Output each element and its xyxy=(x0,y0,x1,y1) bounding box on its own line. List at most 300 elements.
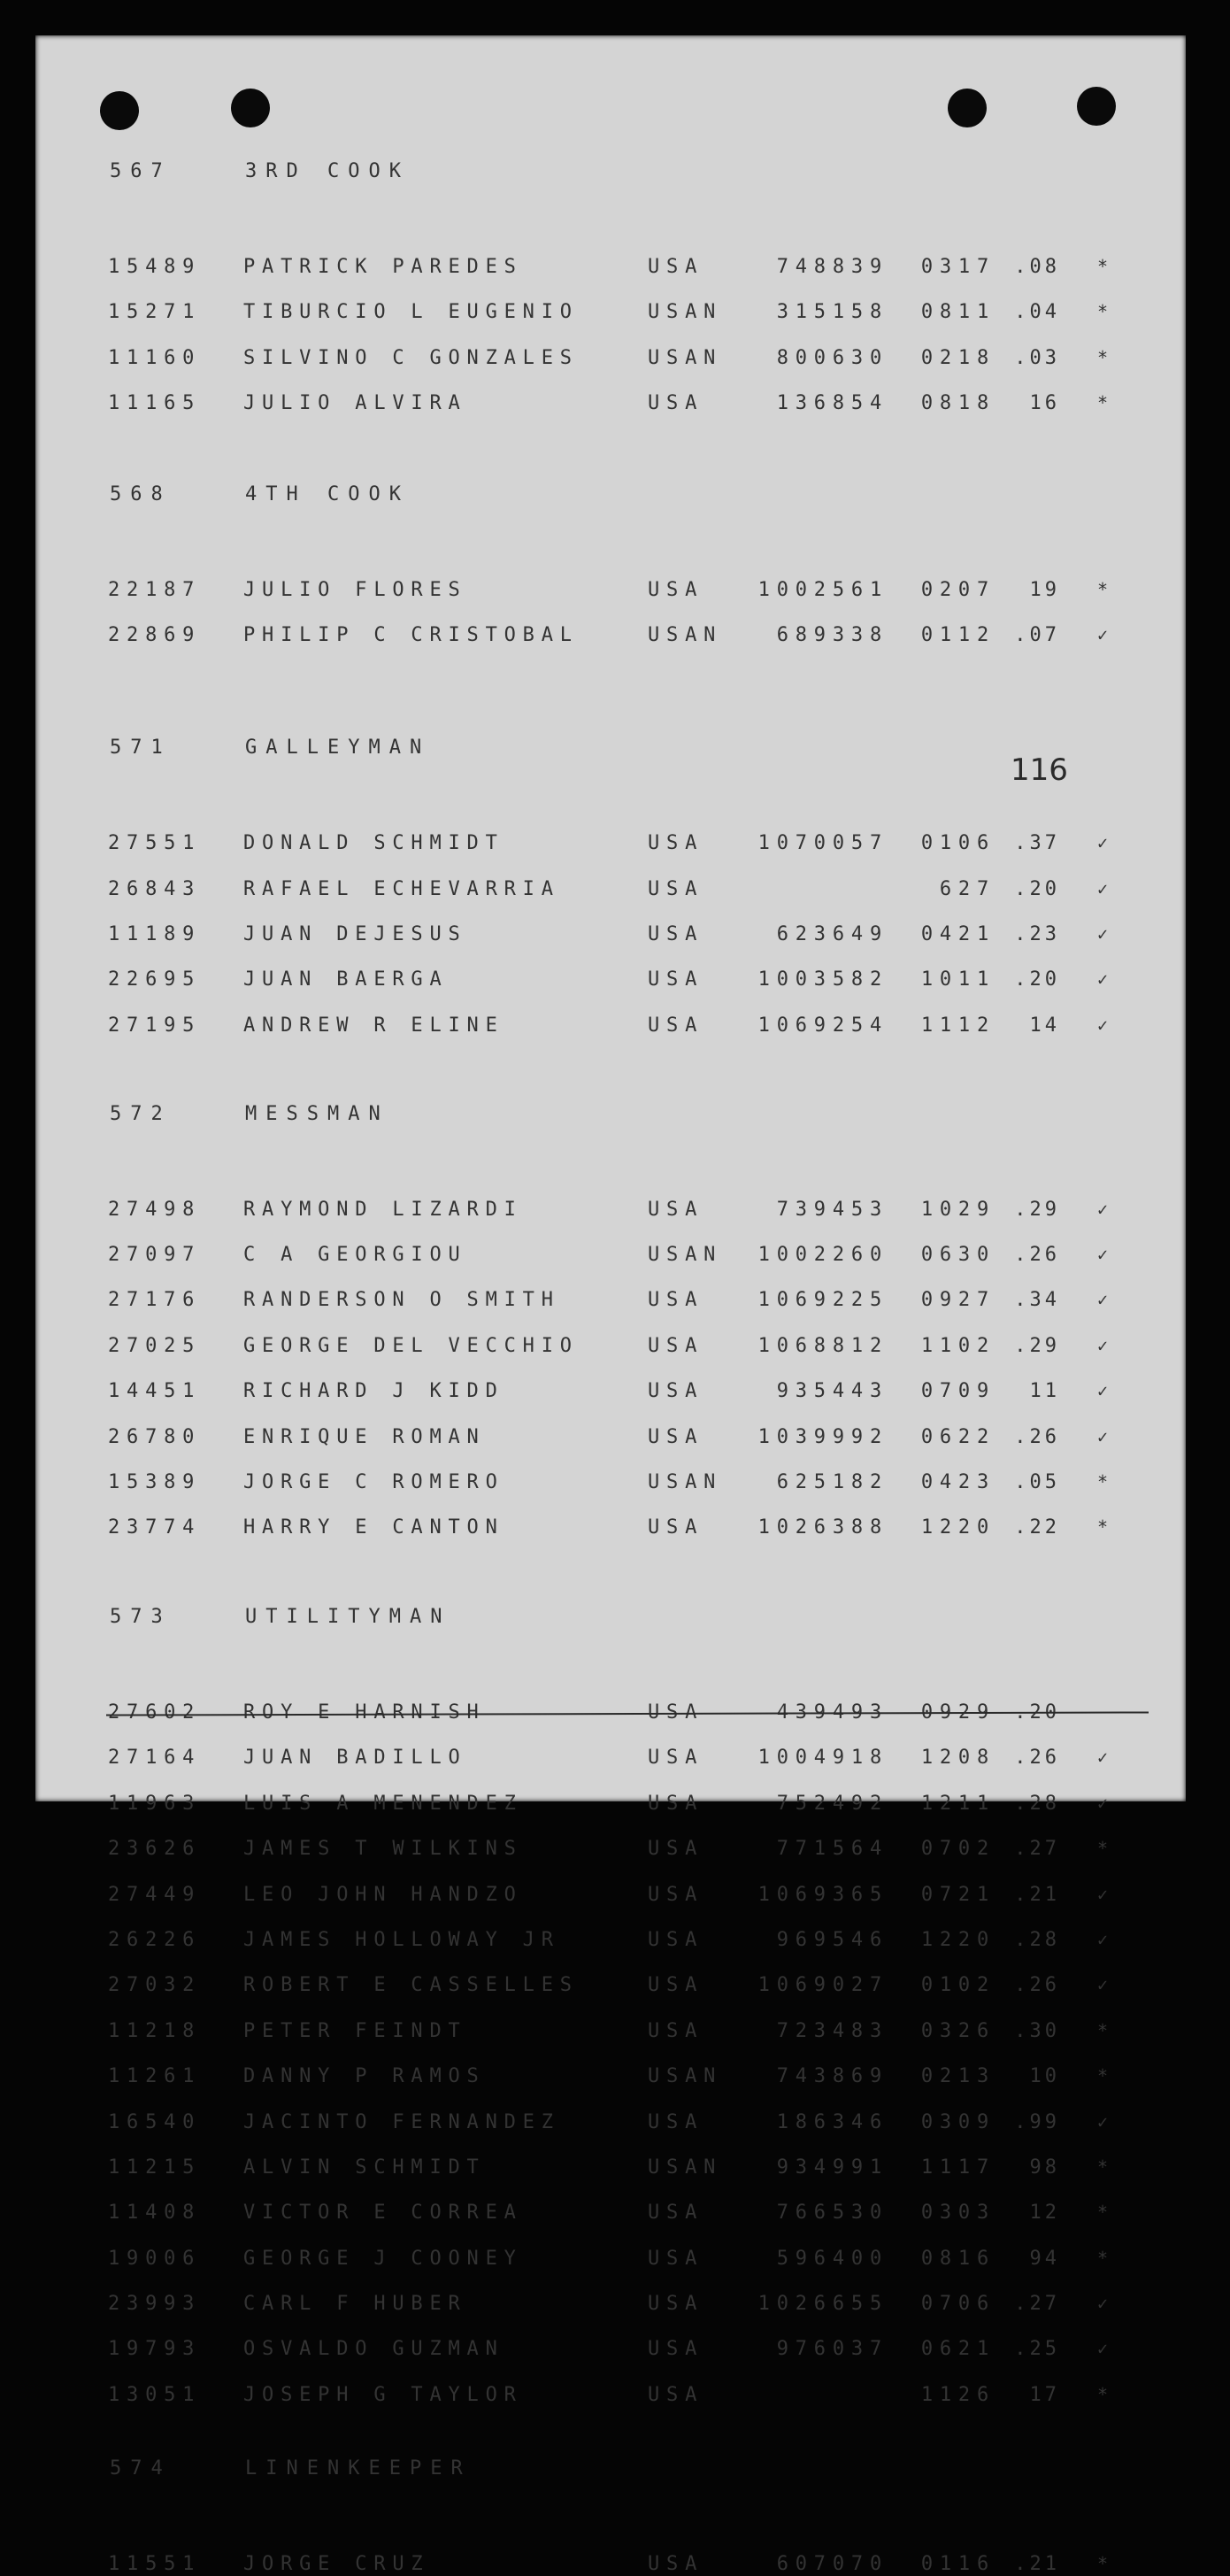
crew-nationality: USAN xyxy=(648,1470,723,1493)
crew-number: 607070 xyxy=(776,2553,888,2576)
asterisk-mark: * xyxy=(1097,392,1115,414)
asterisk-mark: * xyxy=(1097,2383,1115,2405)
crew-name: JACINTO FERNANDEZ xyxy=(243,2110,560,2133)
crew-number: 739453 xyxy=(776,1198,888,1221)
asterisk-mark: * xyxy=(1097,2247,1115,2269)
crew-number: 689338 xyxy=(776,624,888,647)
crew-id: 11218 xyxy=(108,2019,202,2042)
crew-rate: 19 xyxy=(1029,578,1060,601)
crew-number: 596400 xyxy=(776,2247,888,2270)
section-header xyxy=(35,483,1186,510)
crew-name: ALVIN SCHMIDT xyxy=(243,2156,486,2179)
crew-rate: .37 xyxy=(1014,832,1060,855)
section-header xyxy=(35,2457,1186,2484)
crew-id: 14451 xyxy=(108,1380,202,1403)
crew-nationality: USA xyxy=(648,877,704,900)
crew-nationality: USA xyxy=(648,1974,704,1997)
crew-number: 752492 xyxy=(776,1792,888,1815)
crew-row xyxy=(35,1380,1186,1403)
crew-number: 1002260 xyxy=(757,1243,888,1266)
crew-id: 27449 xyxy=(108,1883,202,1906)
crew-name: GEORGE J COONEY xyxy=(243,2247,523,2270)
crew-nationality: USA xyxy=(648,256,704,278)
section-header xyxy=(35,1103,1186,1130)
crew-name: LEO JOHN HANDZO xyxy=(243,1883,523,1906)
crew-id: 13051 xyxy=(108,2383,202,2406)
check-mark-icon: ✓ xyxy=(1097,1792,1115,1814)
crew-row xyxy=(35,923,1186,946)
crew-number: 800630 xyxy=(776,346,888,369)
check-mark-icon: ✓ xyxy=(1097,1425,1115,1447)
crew-date: 1220 xyxy=(920,1929,996,1951)
crew-nationality: USA xyxy=(648,1838,704,1861)
crew-name: ROY E HARNISH xyxy=(243,1701,486,1724)
crew-rate: .05 xyxy=(1014,1470,1060,1493)
crew-rate: .29 xyxy=(1014,1334,1060,1357)
crew-nationality: USA xyxy=(648,1701,704,1724)
crew-row xyxy=(35,968,1186,991)
crew-id: 11408 xyxy=(108,2202,202,2225)
section-header xyxy=(35,737,1186,763)
crew-date: 0423 xyxy=(920,1470,996,1493)
section-code: 567 xyxy=(110,160,172,182)
check-mark-icon: ✓ xyxy=(1097,1243,1115,1265)
crew-id: 22695 xyxy=(108,968,202,991)
crew-date: 1102 xyxy=(920,1334,996,1357)
crew-rate: 14 xyxy=(1029,1014,1060,1037)
crew-row xyxy=(35,2065,1186,2088)
crew-rate: .23 xyxy=(1014,922,1060,945)
check-mark-icon: ✓ xyxy=(1097,1380,1115,1402)
crew-rate: .26 xyxy=(1014,1747,1060,1770)
crew-nationality: USA xyxy=(648,1198,704,1221)
section-code: 574 xyxy=(110,2457,172,2480)
crew-nationality: USA xyxy=(648,1380,704,1403)
crew-id: 11551 xyxy=(108,2553,202,2576)
crew-date: 0702 xyxy=(920,1838,996,1861)
crew-rate: .30 xyxy=(1014,2019,1060,2042)
crew-date: 0218 xyxy=(920,346,996,369)
crew-number: 766530 xyxy=(776,2202,888,2225)
crew-nationality: USAN xyxy=(648,2156,723,2179)
crew-rate: .27 xyxy=(1014,1838,1060,1861)
crew-date: 0116 xyxy=(920,2553,996,2576)
crew-row xyxy=(35,347,1186,370)
crew-nationality: USA xyxy=(648,2247,704,2270)
crew-id: 26780 xyxy=(108,1425,202,1448)
crew-date: 0706 xyxy=(920,2293,996,2316)
crew-rate: 98 xyxy=(1029,2156,1060,2179)
crew-rate: .34 xyxy=(1014,1289,1060,1312)
crew-number: 976037 xyxy=(776,2338,888,2361)
check-mark-icon: ✓ xyxy=(1097,624,1115,646)
crew-list xyxy=(35,35,1186,2576)
crew-nationality: USA xyxy=(648,2019,704,2042)
crew-nationality: USA xyxy=(648,1014,704,1037)
crew-name: ANDREW R ELINE xyxy=(243,1014,504,1037)
crew-date: 0811 xyxy=(920,301,996,324)
crew-nationality: USA xyxy=(648,1792,704,1815)
crew-nationality: USA xyxy=(648,1747,704,1770)
crew-name: JORGE CRUZ xyxy=(243,2553,430,2576)
crew-rate: 11 xyxy=(1029,1380,1060,1403)
crew-id: 11261 xyxy=(108,2065,202,2088)
crew-name: DONALD SCHMIDT xyxy=(243,832,504,855)
check-mark-icon: ✓ xyxy=(1097,1929,1115,1950)
crew-date: 0326 xyxy=(920,2019,996,2042)
crew-date: 627 xyxy=(939,877,996,900)
section-code: 571 xyxy=(110,737,172,760)
crew-rate: .04 xyxy=(1014,301,1060,324)
crew-date: 1112 xyxy=(920,1014,996,1037)
section-header xyxy=(35,160,1186,187)
crew-rate: .99 xyxy=(1014,2110,1060,2133)
crew-id: 11215 xyxy=(108,2156,202,2179)
crew-id: 27176 xyxy=(108,1289,202,1312)
crew-id: 27195 xyxy=(108,1014,202,1037)
crew-row xyxy=(35,1289,1186,1312)
crew-row xyxy=(35,2248,1186,2271)
crew-name: HARRY E CANTON xyxy=(243,1516,504,1539)
crew-date: 0818 xyxy=(920,392,996,415)
section-title: UTILITYMAN xyxy=(245,1606,451,1629)
crew-number: 1069225 xyxy=(757,1289,888,1312)
crew-row xyxy=(35,301,1186,324)
crew-rate: .07 xyxy=(1014,624,1060,647)
crew-row xyxy=(35,256,1186,279)
crew-row xyxy=(35,579,1186,602)
crew-number: 748839 xyxy=(776,256,888,278)
crew-number: 186346 xyxy=(776,2110,888,2133)
crew-id: 11160 xyxy=(108,346,202,369)
crew-number: 935443 xyxy=(776,1380,888,1403)
crew-date: 0622 xyxy=(920,1425,996,1448)
crew-date: 0106 xyxy=(920,832,996,855)
asterisk-mark: * xyxy=(1097,2156,1115,2178)
crew-nationality: USAN xyxy=(648,301,723,324)
crew-number: 1002561 xyxy=(757,578,888,601)
crew-nationality: USA xyxy=(648,1929,704,1951)
check-mark-icon: ✓ xyxy=(1097,1747,1115,1769)
crew-nationality: USAN xyxy=(648,1243,723,1266)
asterisk-mark: * xyxy=(1097,2019,1115,2041)
page-number: 116 xyxy=(1011,752,1068,788)
check-mark-icon: ✓ xyxy=(1097,832,1115,854)
crew-date: 0721 xyxy=(920,1883,996,1906)
crew-rate: 94 xyxy=(1029,2247,1060,2270)
crew-date: 0927 xyxy=(920,1289,996,1312)
crew-number: 1026655 xyxy=(757,2293,888,2316)
crew-date: 0317 xyxy=(920,256,996,278)
crew-rate: .29 xyxy=(1014,1198,1060,1221)
crew-number: 136854 xyxy=(776,392,888,415)
crew-date: 0207 xyxy=(920,578,996,601)
crew-id: 27032 xyxy=(108,1974,202,1997)
crew-date: 1211 xyxy=(920,1792,996,1815)
crew-name: TIBURCIO L EUGENIO xyxy=(243,301,579,324)
crew-date: 0213 xyxy=(920,2065,996,2088)
crew-name: JUAN DEJESUS xyxy=(243,922,467,945)
crew-rate: 12 xyxy=(1029,2202,1060,2225)
crew-rate: .22 xyxy=(1014,1516,1060,1539)
punch-hole xyxy=(1077,87,1116,126)
crew-name: SILVINO C GONZALES xyxy=(243,346,579,369)
crew-rate: .25 xyxy=(1014,2338,1060,2361)
crew-name: RANDERSON O SMITH xyxy=(243,1289,560,1312)
crew-date: 0630 xyxy=(920,1243,996,1266)
check-mark-icon: ✓ xyxy=(1097,968,1115,991)
crew-date: 1208 xyxy=(920,1747,996,1770)
crew-row xyxy=(35,1747,1186,1770)
crew-row xyxy=(35,1793,1186,1816)
section-code: 568 xyxy=(110,482,172,505)
crew-rate: .26 xyxy=(1014,1425,1060,1448)
crew-date: 0309 xyxy=(920,2110,996,2133)
section-title: MESSMAN xyxy=(245,1102,389,1125)
crew-rate: .20 xyxy=(1014,968,1060,991)
crew-name: JUAN BAERGA xyxy=(243,968,449,991)
crew-number: 1069027 xyxy=(757,1974,888,1997)
crew-row xyxy=(35,1974,1186,1997)
crew-nationality: USA xyxy=(648,1516,704,1539)
crew-name: LUIS A MENENDEZ xyxy=(243,1792,523,1815)
asterisk-mark: * xyxy=(1097,1838,1115,1860)
crew-id: 26226 xyxy=(108,1929,202,1951)
check-mark-icon: ✓ xyxy=(1097,2110,1115,2133)
section-title: 3RD COOK xyxy=(245,160,410,182)
crew-nationality: USA xyxy=(648,2293,704,2316)
crew-row xyxy=(35,832,1186,855)
crew-id: 15489 xyxy=(108,256,202,278)
crew-id: 15389 xyxy=(108,1470,202,1493)
crew-id: 23626 xyxy=(108,1838,202,1861)
punch-hole xyxy=(100,91,139,130)
crew-id: 19793 xyxy=(108,2338,202,2361)
crew-row xyxy=(35,2111,1186,2134)
crew-nationality: USA xyxy=(648,832,704,855)
crew-id: 22869 xyxy=(108,624,202,647)
document-page xyxy=(35,35,1186,2576)
crew-row xyxy=(35,1335,1186,1358)
crew-number: 623649 xyxy=(776,922,888,945)
crew-row xyxy=(35,1516,1186,1539)
crew-rate: .26 xyxy=(1014,1974,1060,1997)
punch-hole xyxy=(231,89,270,127)
crew-name: CARL F HUBER xyxy=(243,2293,467,2316)
section-title: LINENKEEPER xyxy=(245,2457,472,2480)
crew-number: 625182 xyxy=(776,1470,888,1493)
crew-id: 27025 xyxy=(108,1334,202,1357)
crew-name: RAYMOND LIZARDI xyxy=(243,1198,523,1221)
asterisk-mark: * xyxy=(1097,346,1115,368)
crew-row xyxy=(35,392,1186,415)
crew-rate: .20 xyxy=(1014,1701,1060,1724)
crew-name: OSVALDO GUZMAN xyxy=(243,2338,504,2361)
asterisk-mark: * xyxy=(1097,1470,1115,1492)
check-mark-icon: ✓ xyxy=(1097,1289,1115,1311)
crew-row xyxy=(35,2293,1186,2316)
crew-number: 723483 xyxy=(776,2019,888,2042)
crew-name: RAFAEL ECHEVARRIA xyxy=(243,877,560,900)
crew-number: 315158 xyxy=(776,301,888,324)
crew-date: 1011 xyxy=(920,968,996,991)
crew-number: 1026388 xyxy=(757,1516,888,1539)
check-mark-icon: ✓ xyxy=(1097,877,1115,899)
crew-number: 771564 xyxy=(776,1838,888,1861)
check-mark-icon: ✓ xyxy=(1097,1198,1115,1220)
crew-date: 1220 xyxy=(920,1516,996,1539)
crew-number: 1070057 xyxy=(757,832,888,855)
crew-id: 27097 xyxy=(108,1243,202,1266)
crew-name: JUAN BADILLO xyxy=(243,1747,467,1770)
asterisk-mark: * xyxy=(1097,256,1115,277)
crew-date: 0621 xyxy=(920,2338,996,2361)
crew-rate: .08 xyxy=(1014,256,1060,278)
crew-row xyxy=(35,1838,1186,1861)
crew-id: 27602 xyxy=(108,1701,202,1724)
crew-rate: .28 xyxy=(1014,1929,1060,1951)
crew-rate: 17 xyxy=(1029,2383,1060,2406)
check-mark-icon: ✓ xyxy=(1097,922,1115,945)
crew-date: 0112 xyxy=(920,624,996,647)
crew-date: 0709 xyxy=(920,1380,996,1403)
crew-rate: .20 xyxy=(1014,877,1060,900)
crew-rate: .27 xyxy=(1014,2293,1060,2316)
crew-name: PHILIP C CRISTOBAL xyxy=(243,624,579,647)
section-code: 573 xyxy=(110,1606,172,1629)
section-header xyxy=(35,1606,1186,1632)
crew-row xyxy=(35,1884,1186,1907)
crew-id: 11165 xyxy=(108,392,202,415)
crew-id: 22187 xyxy=(108,578,202,601)
crew-id: 19006 xyxy=(108,2247,202,2270)
check-mark-icon: ✓ xyxy=(1097,2338,1115,2360)
crew-date: 0102 xyxy=(920,1974,996,1997)
crew-id: 27164 xyxy=(108,1747,202,1770)
crew-rate: .21 xyxy=(1014,2553,1060,2576)
crew-name: GEORGE DEL VECCHIO xyxy=(243,1334,579,1357)
check-mark-icon: ✓ xyxy=(1097,2293,1115,2315)
crew-number: 439493 xyxy=(776,1701,888,1724)
crew-name: PATRICK PAREDES xyxy=(243,256,523,278)
crew-id: 26843 xyxy=(108,877,202,900)
crew-nationality: USAN xyxy=(648,346,723,369)
crew-nationality: USA xyxy=(648,392,704,415)
crew-date: 1126 xyxy=(920,2383,996,2406)
crew-id: 23993 xyxy=(108,2293,202,2316)
crew-rate: 10 xyxy=(1029,2065,1060,2088)
crew-number: 1068812 xyxy=(757,1334,888,1357)
section-title: GALLEYMAN xyxy=(245,737,431,760)
crew-date: 0816 xyxy=(920,2247,996,2270)
crew-name: ENRIQUE ROMAN xyxy=(243,1425,486,1448)
crew-nationality: USA xyxy=(648,922,704,945)
crew-row xyxy=(35,1701,1186,1724)
crew-id: 27551 xyxy=(108,832,202,855)
crew-nationality: USA xyxy=(648,2338,704,2361)
asterisk-mark: * xyxy=(1097,1516,1115,1539)
section-title: 4TH COOK xyxy=(245,482,410,505)
crew-name: JORGE C ROMERO xyxy=(243,1470,504,1493)
crew-name: JOSEPH G TAYLOR xyxy=(243,2383,523,2406)
crew-row xyxy=(35,878,1186,901)
section-code: 572 xyxy=(110,1102,172,1125)
crew-nationality: USA xyxy=(648,1883,704,1906)
crew-row xyxy=(35,1471,1186,1494)
crew-name: PETER FEINDT xyxy=(243,2019,467,2042)
crew-date: 0929 xyxy=(920,1701,996,1724)
crew-number: 1039992 xyxy=(757,1425,888,1448)
crew-date: 1029 xyxy=(920,1198,996,1221)
check-mark-icon: ✓ xyxy=(1097,1883,1115,1905)
asterisk-mark: * xyxy=(1097,578,1115,600)
crew-number: 1003582 xyxy=(757,968,888,991)
crew-nationality: USA xyxy=(648,2383,704,2406)
crew-nationality: USA xyxy=(648,2553,704,2576)
crew-nationality: USA xyxy=(648,578,704,601)
crew-row xyxy=(35,2202,1186,2225)
crew-row xyxy=(35,1199,1186,1222)
check-mark-icon: ✓ xyxy=(1097,1014,1115,1036)
crew-name: C A GEORGIOU xyxy=(243,1243,467,1266)
crew-name: JULIO ALVIRA xyxy=(243,392,467,415)
asterisk-mark: * xyxy=(1097,2553,1115,2575)
crew-date: 1117 xyxy=(920,2156,996,2179)
crew-row xyxy=(35,624,1186,647)
crew-date: 0421 xyxy=(920,922,996,945)
asterisk-mark: * xyxy=(1097,2202,1115,2224)
crew-id: 11189 xyxy=(108,922,202,945)
check-mark-icon: ✓ xyxy=(1097,1334,1115,1356)
crew-row xyxy=(35,2020,1186,2043)
crew-row xyxy=(35,1014,1186,1037)
crew-id: 27498 xyxy=(108,1198,202,1221)
crew-name: ROBERT E CASSELLES xyxy=(243,1974,579,1997)
crew-number: 1069254 xyxy=(757,1014,888,1037)
crew-name: JULIO FLORES xyxy=(243,578,467,601)
asterisk-mark: * xyxy=(1097,301,1115,323)
crew-id: 16540 xyxy=(108,2110,202,2133)
crew-row xyxy=(35,1426,1186,1449)
crew-rate: 16 xyxy=(1029,392,1060,415)
crew-nationality: USA xyxy=(648,2110,704,2133)
crew-row xyxy=(35,2553,1186,2576)
crew-rate: .03 xyxy=(1014,346,1060,369)
crew-number: 1004918 xyxy=(757,1747,888,1770)
punch-hole xyxy=(948,89,987,127)
crew-name: VICTOR E CORREA xyxy=(243,2202,523,2225)
crew-nationality: USA xyxy=(648,2202,704,2225)
crew-row xyxy=(35,1244,1186,1267)
crew-nationality: USA xyxy=(648,1425,704,1448)
crew-row xyxy=(35,2338,1186,2361)
crew-name: JAMES T WILKINS xyxy=(243,1838,523,1861)
crew-nationality: USA xyxy=(648,1334,704,1357)
check-mark-icon: ✓ xyxy=(1097,1974,1115,1996)
crew-date: 0303 xyxy=(920,2202,996,2225)
crew-row xyxy=(35,2384,1186,2407)
crew-number: 934991 xyxy=(776,2156,888,2179)
crew-number: 969546 xyxy=(776,1929,888,1951)
crew-id: 15271 xyxy=(108,301,202,324)
crew-name: JAMES HOLLOWAY JR xyxy=(243,1929,560,1951)
asterisk-mark: * xyxy=(1097,2065,1115,2087)
crew-nationality: USAN xyxy=(648,2065,723,2088)
crew-row xyxy=(35,2156,1186,2179)
crew-nationality: USA xyxy=(648,968,704,991)
crew-nationality: USA xyxy=(648,1289,704,1312)
crew-name: RICHARD J KIDD xyxy=(243,1380,504,1403)
